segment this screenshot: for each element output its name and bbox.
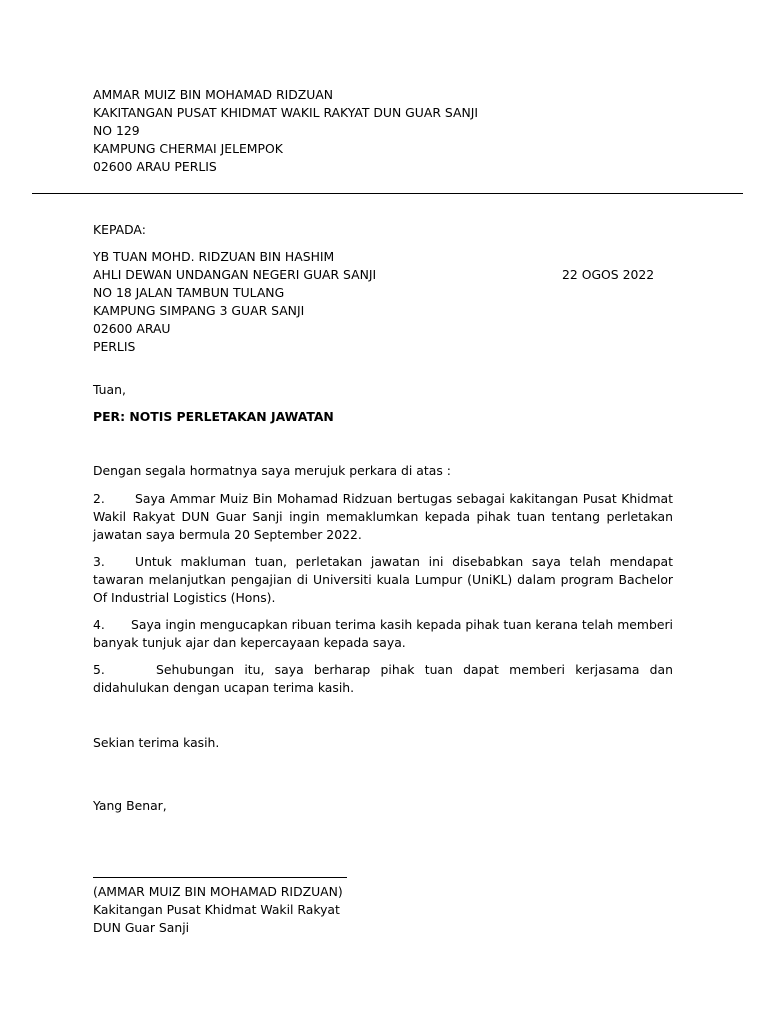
paragraph-3 bbox=[93, 553, 673, 607]
sender-name: AMMAR MUIZ BIN MOHAMAD RIDZUAN bbox=[93, 87, 334, 102]
recipient-position: AHLI DEWAN UNDANGAN NEGERI GUAR SANJI bbox=[93, 267, 377, 282]
paragraph-text: Untuk makluman tuan, perletakan jawatan ini disebabkan saya telah mendapat tawaran melanjutkan pengajian di Universiti kuala Lumpur (UniKL) dalam program Bachelor Of Industrial Logistics (Hons). bbox=[93, 554, 673, 605]
letter-date: 22 OGOS 2022 bbox=[562, 267, 655, 282]
paragraph-number: 2. bbox=[93, 491, 105, 506]
recipient-address-line-4: PERLIS bbox=[93, 339, 136, 354]
sender-address-line-1: NO 129 bbox=[93, 123, 140, 138]
closing-line: Sekian terima kasih. bbox=[93, 735, 220, 750]
paragraph-text: Sehubungan itu, saya berharap pihak tuan dapat memberi kerjasama dan didahulukan dengan ucapan terima kasih. bbox=[93, 662, 673, 695]
sender-address-line-3: 02600 ARAU PERLIS bbox=[93, 159, 217, 174]
paragraph-number: 5. bbox=[93, 662, 105, 677]
paragraph-number: 4. bbox=[93, 617, 105, 632]
signature-position-line-2: DUN Guar Sanji bbox=[93, 920, 190, 935]
opening-sentence: Dengan segala hormatnya saya merujuk perkara di atas : bbox=[93, 463, 451, 478]
recipient-address-line-3: 02600 ARAU bbox=[93, 321, 171, 336]
paragraph-5 bbox=[93, 661, 673, 697]
recipient-name: YB TUAN MOHD. RIDZUAN BIN HASHIM bbox=[93, 249, 335, 264]
recipient-address-line-2: KAMPUNG SIMPANG 3 GUAR SANJI bbox=[93, 303, 305, 318]
recipient-block bbox=[93, 248, 376, 356]
header-divider bbox=[32, 193, 743, 194]
signature-name: (AMMAR MUIZ BIN MOHAMAD RIDZUAN) bbox=[93, 884, 343, 899]
sender-address-line-2: KAMPUNG CHERMAI JELEMPOK bbox=[93, 141, 283, 156]
yang-benar-line: Yang Benar, bbox=[93, 798, 167, 813]
signature-position-line-1: Kakitangan Pusat Khidmat Wakil Rakyat bbox=[93, 902, 340, 917]
kepada-label: KEPADA: bbox=[93, 222, 146, 237]
sender-block bbox=[93, 86, 478, 176]
paragraph-2 bbox=[93, 490, 673, 544]
paragraph-number: 3. bbox=[93, 554, 105, 569]
paragraph-4 bbox=[93, 616, 673, 652]
recipient-address-line-1: NO 18 JALAN TAMBUN TULANG bbox=[93, 285, 285, 300]
signature-line bbox=[93, 877, 347, 878]
sender-position: KAKITANGAN PUSAT KHIDMAT WAKIL RAKYAT DUN GUAR SANJI bbox=[93, 105, 479, 120]
salutation: Tuan, bbox=[93, 382, 126, 397]
signature-block bbox=[93, 883, 343, 937]
paragraph-text: Saya Ammar Muiz Bin Mohamad Ridzuan bertugas sebagai kakitangan Pusat Khidmat Wakil Rakyat DUN Guar Sanji ingin memaklumkan kepada pihak tuan tentang perletakan jawatan saya bermula 20 September 2022. bbox=[93, 491, 673, 542]
subject-line: PER: NOTIS PERLETAKAN JAWATAN bbox=[93, 409, 334, 424]
paragraph-text: Saya ingin mengucapkan ribuan terima kasih kepada pihak tuan kerana telah memberi banyak tunjuk ajar dan kepercayaan kepada saya. bbox=[93, 617, 673, 650]
